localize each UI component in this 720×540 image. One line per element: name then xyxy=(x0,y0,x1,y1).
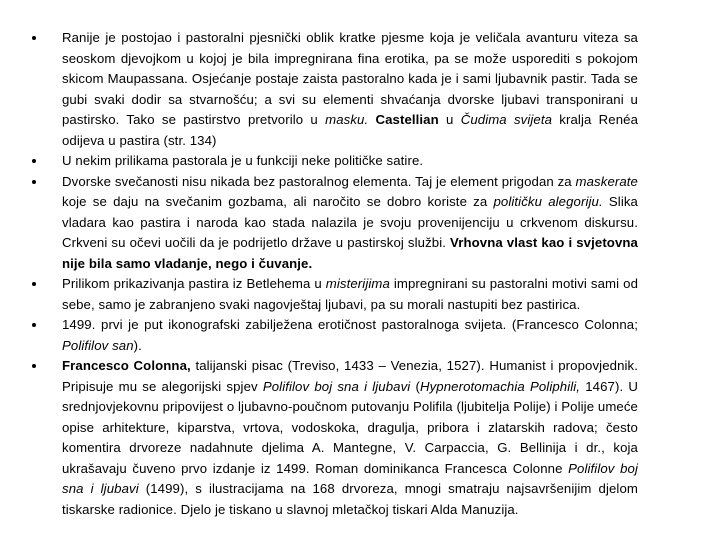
italic-text: masku. xyxy=(325,112,369,127)
italic-text: političku alegoriju. xyxy=(493,194,603,209)
text-run: u xyxy=(438,112,461,127)
italic-text: Polifilov san xyxy=(62,337,134,353)
bullet-text xyxy=(62,358,638,517)
bullet-item xyxy=(32,151,638,172)
text-run: ). xyxy=(133,337,142,353)
bullet-item xyxy=(32,315,638,356)
text-run: ( xyxy=(410,378,420,394)
italic-text: maskerate xyxy=(575,173,638,189)
bullet-dot-icon xyxy=(32,364,36,368)
bullet-text xyxy=(62,30,638,148)
bullet-dot-icon xyxy=(32,180,36,184)
text-run: kralja Renéa odijeva u pastira (str. 134) xyxy=(62,112,639,148)
bullet-text xyxy=(62,317,638,353)
italic-text: Hypnerotomachia Poliphili, xyxy=(419,378,581,394)
bold-text: Vrhovna vlast kao i svjetovna nije bila samo vladanje, nego i čuvanje. xyxy=(62,235,638,271)
italic-text: Polifilov boj sna i ljubavi xyxy=(62,460,638,496)
text-run: Prilikom prikazivanja pastira iz Betlehema u xyxy=(62,276,326,291)
bullet-dot-icon xyxy=(32,282,36,286)
bullet-dot-icon xyxy=(32,36,36,40)
text-run: impregnirani su pastoralni motivi sami od sebe, samo je zabranjeno svaki nagovještaj ljubavi, pa su morali nastupiti bez pastirica. xyxy=(62,276,638,312)
bullet-text xyxy=(62,276,638,312)
italic-text: Čudima svijeta xyxy=(460,112,553,127)
text-run: (1499), s ilustracijama na 168 drvoreza, mnogi smatraju najsavršenijim djelom tiskarske radionice. Djelo je tiskano u slavnoj mletačkoj tiskari Alda Manuzija. xyxy=(62,481,638,517)
bold-text: Castellian xyxy=(375,112,439,127)
text-run: Dvorske svečanosti nisu nikada bez pastoralnog elementa. Taj je element prigodan za xyxy=(62,173,576,189)
text-run: talijanski pisac (Treviso, 1433 – Venezia, 1527). Humanist i propovjednik. Pripisuje mu se alegorijski spjev xyxy=(62,358,638,394)
italic-text: misterijima xyxy=(325,276,390,291)
text-run: koje se daju na svečanim gozbama, ali naročito se dobro koriste za xyxy=(62,194,494,209)
text-run: 1499. prvi je put ikonografski zabilježena erotičnost pastoralnoga svijeta. (Francesco Colonna; xyxy=(62,317,638,332)
bullet-item xyxy=(32,356,638,520)
text-run: 1467). U srednjovjekovnu pripovijest o ljubavno-poučnom putovanju Polifila (ljubitelja Polije) i Polije umeće opise arhitekture, kiparstva, vrtova, vodoskoka, dragulja, pribora i zlatarskih radova; često komentira drvoreze nadahnute djelima A. Mantegne, V. Carpaccia, G. Bellinija i dr., koja ukrašavaju čuveno prvo izdanje iz 1499. Roman dominikanca Francesca Colonne xyxy=(62,378,638,476)
bullet-dot-icon xyxy=(32,323,36,327)
bullet-item xyxy=(32,274,638,315)
bullet-item xyxy=(32,28,638,151)
text-run: Ranije je postojao i pastoralni pjesnički oblik kratke pjesme koja je veličala avanturu viteza sa seoskom djevojkom u kojoj je bila impregnirana fina erotika, pa se može usporediti s pokojom skicom Maupassana. Osjećanje postaje zaista pastoralno kada je i sami ljubavnik pastir. Tada se gubi svaki dodir sa stvarnošću; a svi su elementi shvaćanja dvorske ljubavi transponirani u pastirsko. Tako se pastirstvo pretvorilo u xyxy=(62,30,638,127)
text-run: U nekim prilikama pastorala je u funkciji neke političke satire. xyxy=(62,153,424,168)
bullet-text xyxy=(62,174,638,271)
bullet-dot-icon xyxy=(32,159,36,163)
bold-text: Francesco Colonna, xyxy=(62,358,191,373)
text-run: Slika vladara kao pastira i naroda kao stada nalazila je svoju provenijenciju u crkvenom diskursu. Crkveni su očevi uočili da je podrijetlo države u pastirskoj službi. xyxy=(62,194,638,250)
bullet-item xyxy=(32,172,638,275)
italic-text: Polifilov boj sna i ljubavi xyxy=(262,378,411,394)
bullet-text xyxy=(62,153,423,168)
bullet-list xyxy=(32,28,638,520)
